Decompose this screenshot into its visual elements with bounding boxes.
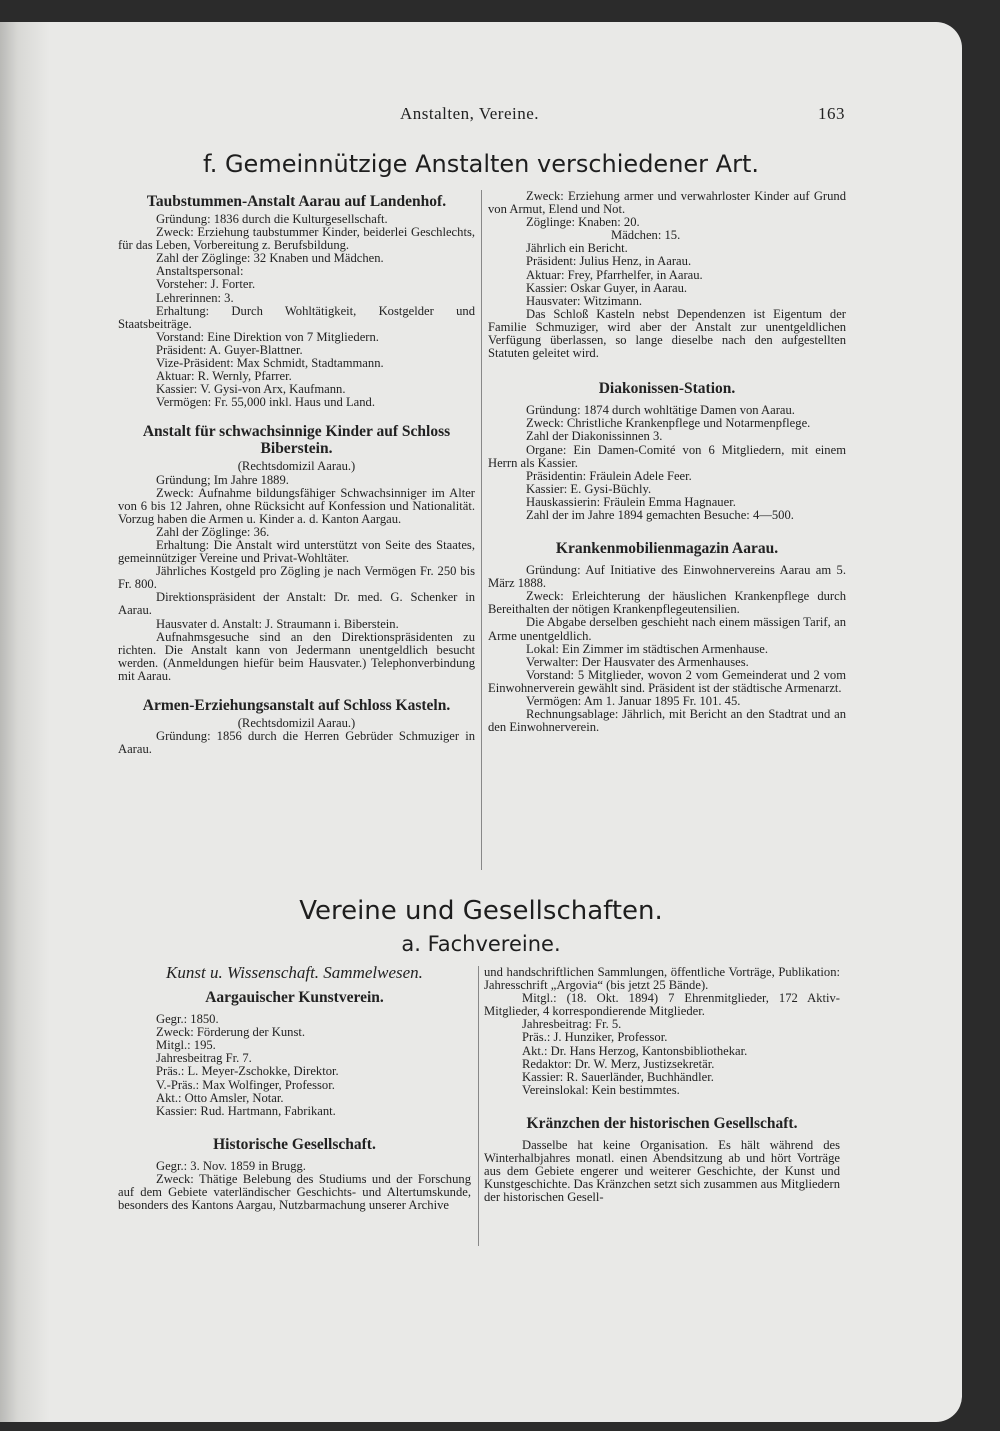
column-right-bottom xyxy=(484,966,840,1204)
line: Aktuar: R. Wernly, Pfarrer. xyxy=(156,369,292,384)
line: Aktuar: Frey, Pfarrhelfer, in Aarau. xyxy=(526,267,703,282)
line: Jahresbeitrag: Fr. 5. xyxy=(522,1017,622,1032)
line: Lokal: Ein Zimmer im städtischen Armenhause. xyxy=(526,641,769,656)
heading-historische: Historische Gesellschaft. xyxy=(213,1135,376,1153)
line: Zöglinge: Knaben: 20. xyxy=(526,215,640,230)
heading-kraenzchen: Kränzchen der historischen Gesellschaft. xyxy=(526,1114,798,1132)
line: Zahl der im Jahre 1894 gemachten Besuche: 4—500. xyxy=(526,507,794,522)
line: Kassier: V. Gysi-von Arx, Kaufmann. xyxy=(156,382,346,397)
subheading: (Rechtsdomizil Aarau.) xyxy=(237,459,356,474)
subsection-kunst: Kunst u. Wissenschaft. Sammelwesen. xyxy=(166,963,423,982)
column-left-bottom xyxy=(118,963,471,1213)
column-rule-top xyxy=(481,190,482,870)
line: Zweck: Erziehung armer und verwahrloster Kinder auf Grund von Armut, Elend und Not. xyxy=(488,189,846,217)
heading-biberstein: Anstalt für schwachsinnige Kinder auf Schloss Biberstein. xyxy=(142,423,451,458)
section-title-a: a. Fachvereine. xyxy=(401,932,561,956)
line: und handschriftlichen Sammlungen, öffentliche Vorträge, Publikation: Jahresschrift „Argovia“ (bis jetzt 25 Bände). xyxy=(484,965,840,993)
line: Vorstand: Eine Direktion von 7 Mitgliedern. xyxy=(156,329,379,344)
heading-krankenmobilien: Krankenmobilienmagazin Aarau. xyxy=(555,540,779,558)
running-head: Anstalten, Vereine. xyxy=(400,104,540,123)
line: Akt.: Otto Amsler, Notar. xyxy=(156,1090,284,1105)
line: Mitgl.: 195. xyxy=(156,1038,216,1053)
page-number: 163 xyxy=(818,104,845,123)
line: Gründung: 1856 durch die Herren Gebrüder Schmuziger in Aarau. xyxy=(118,729,475,757)
line: Zweck: Förderung der Kunst. xyxy=(156,1025,305,1040)
line: Vorstand: 5 Mitglieder, wovon 2 vom Gemeinderat und 2 vom Einwohnerverein gewählt sind. Präsident ist der städtische Armenarzt. xyxy=(488,667,846,695)
line: Präsident: Julius Henz, in Aarau. xyxy=(526,254,692,269)
line: Vize-Präsident: Max Schmidt, Stadtammann. xyxy=(156,356,384,371)
line: Hausvater d. Anstalt: J. Straumann i. Biberstein. xyxy=(156,616,399,631)
heading-kasteln: Armen-Erziehungsanstalt auf Schloss Kasteln. xyxy=(142,697,451,714)
line: Zahl der Zöglinge: 32 Knaben und Mädchen. xyxy=(156,251,384,266)
line: Zahl der Zöglinge: 36. xyxy=(156,524,270,539)
line: Präs.: L. Meyer-Zschokke, Direktor. xyxy=(156,1064,339,1079)
line: Vereinslokal: Kein bestimmtes. xyxy=(522,1082,680,1097)
column-rule-bottom xyxy=(478,966,479,1246)
line: Direktionspräsident der Anstalt: Dr. med. G. Schenker in Aarau. xyxy=(118,590,475,618)
line: Gegr.: 3. Nov. 1859 in Brugg. xyxy=(156,1158,306,1173)
line: Lehrerinnen: 3. xyxy=(156,290,234,305)
line: Hauskassierin: Fräulein Emma Hagnauer. xyxy=(526,494,736,509)
page-spine-shadow xyxy=(0,22,50,1422)
line: Rechnungsablage: Jährlich, mit Bericht an den Stadtrat und an den Einwohnerverein. xyxy=(488,707,846,735)
line: Gründung: 1874 durch wohltätige Damen von Aarau. xyxy=(526,403,795,418)
section-title-vereine: Vereine und Gesellschaften. xyxy=(299,896,663,926)
line: Jährlich ein Bericht. xyxy=(526,241,628,256)
line: Verwalter: Der Hausvater des Armenhauses. xyxy=(526,654,749,669)
line: Kassier: E. Gysi-Büchly. xyxy=(526,481,652,496)
line: Kassier: Rud. Hartmann, Fabrikant. xyxy=(156,1103,336,1118)
heading-taubstummen: Taubstummen-Anstalt Aarau auf Landenhof. xyxy=(146,193,447,210)
subheading: (Rechtsdomizil Aarau.) xyxy=(237,716,356,730)
line: Präsidentin: Fräulein Adele Feer. xyxy=(526,468,692,483)
column-right-top xyxy=(488,190,846,734)
line: Redaktor: Dr. W. Merz, Justizsekretär. xyxy=(522,1056,715,1071)
line: Gegr.: 1850. xyxy=(156,1012,219,1027)
line: Vorsteher: J. Forter. xyxy=(156,277,256,292)
line: Organe: Ein Damen-Comité von 6 Mitgliedern, mit einem Herrn als Kassier. xyxy=(488,442,846,470)
heading-diakonissen: Diakonissen-Station. xyxy=(598,380,736,398)
line: Gründung: 1836 durch die Kulturgesellschaft. xyxy=(156,212,388,226)
line: Anstaltspersonal: xyxy=(156,264,244,279)
line: Zweck: Aufnahme bildungsfähiger Schwachsinniger im Alter von 6 bis 12 Jahren, ohne Rücksicht auf Konfession und Nationalität. Vorzug haben die Armen u. Kinder a. d. Kanton Aargau. xyxy=(118,485,475,526)
line: Zweck: Erleichterung der häuslichen Krankenpflege durch Bereithalten der nötigen Krankenpflegeutensilien. xyxy=(488,589,846,617)
line: Zweck: Erziehung taubstummer Kinder, beiderlei Geschlechts, für das Leben, Vorbereitung z. Berufsbildung. xyxy=(118,225,475,253)
line: Kassier: Oskar Guyer, in Aarau. xyxy=(526,280,688,295)
column-left-top xyxy=(118,193,475,756)
line: Zweck: Thätige Belebung des Studiums und der Forschung auf dem Gebiete vaterländischer Geschichts- und Altertumskunde, besonders des Kantons Aargau, Nutzbarmachung unserer Archive xyxy=(118,1171,471,1213)
line: Präs.: J. Hunziker, Professor. xyxy=(522,1030,668,1045)
section-title-f: f. Gemeinnützige Anstalten verschiedener Art. xyxy=(203,150,759,178)
line: V.-Präs.: Max Wolfinger, Professor. xyxy=(156,1077,335,1092)
line: Das Schloß Kasteln nebst Dependenzen ist Eigentum der Familie Schmuziger, wird aber der Anstalt zur unentgeldlichen Verfügung überlassen, so lange dieselbe nach den aufgestellten Statuten geleitet wird. xyxy=(488,306,846,361)
line: Mitgl.: (18. Okt. 1894) 7 Ehrenmitglieder, 172 Aktiv-Mitglieder, 4 korrespondierende Mitglieder. xyxy=(484,991,840,1019)
line: Zahl der Diakonissinnen 3. xyxy=(526,429,663,444)
line: Zweck: Christliche Krankenpflege und Notarmenpflege. xyxy=(526,416,811,431)
line: Jahresbeitrag Fr. 7. xyxy=(156,1051,252,1066)
line: Gründung; Im Jahre 1889. xyxy=(156,472,289,487)
line: Kassier: R. Sauerländer, Buchhändler. xyxy=(522,1069,714,1084)
heading-kunstverein: Aargauischer Kunstverein. xyxy=(205,989,384,1007)
line: Die Abgabe derselben geschieht nach einem mässigen Tarif, an Arme unentgeldlich. xyxy=(488,615,846,643)
line: Akt.: Dr. Hans Herzog, Kantonsbibliothekar. xyxy=(522,1043,748,1058)
line: Aufnahmsgesuche sind an den Direktionspräsidenten zu richten. Die Anstalt kann von Jedermann unentgeldlich besucht werden. (Anmeldungen hiefür beim Hausvater.) Telephonverbindung mit Aarau. xyxy=(118,629,475,683)
line: Gründung: Auf Initiative des Einwohnervereins Aarau am 5. März 1888. xyxy=(488,563,846,591)
line: Erhaltung: Durch Wohltätigkeit, Kostgelder und Staatsbeiträge. xyxy=(118,303,475,331)
line: Vermögen: Am 1. Januar 1895 Fr. 101. 45. xyxy=(526,694,741,708)
line: Jährliches Kostgeld pro Zögling je nach Vermögen Fr. 250 bis Fr. 800. xyxy=(118,564,475,592)
line: Erhaltung: Die Anstalt wird unterstützt von Seite des Staates, gemeinnütziger Vereine und Privat-Wohltäter. xyxy=(118,537,475,566)
line: Vermögen: Fr. 55,000 inkl. Haus und Land. xyxy=(156,395,375,410)
line: Dasselbe hat keine Organisation. Es hält während des Winterhalbjahres monatl. einen Abendsitzung ab und hört Vorträge aus dem Gebiete engerer und weiterer Geschichte, der Kunst und Kunstgeschichte. Das Kränzchen setzt sich zusammen aus Mitgliedern der historischen Gesell- xyxy=(484,1137,841,1205)
line: Präsident: A. Guyer-Blattner. xyxy=(156,342,303,357)
line: Mädchen: 15. xyxy=(611,228,681,243)
line: Hausvater: Witzimann. xyxy=(526,293,643,308)
